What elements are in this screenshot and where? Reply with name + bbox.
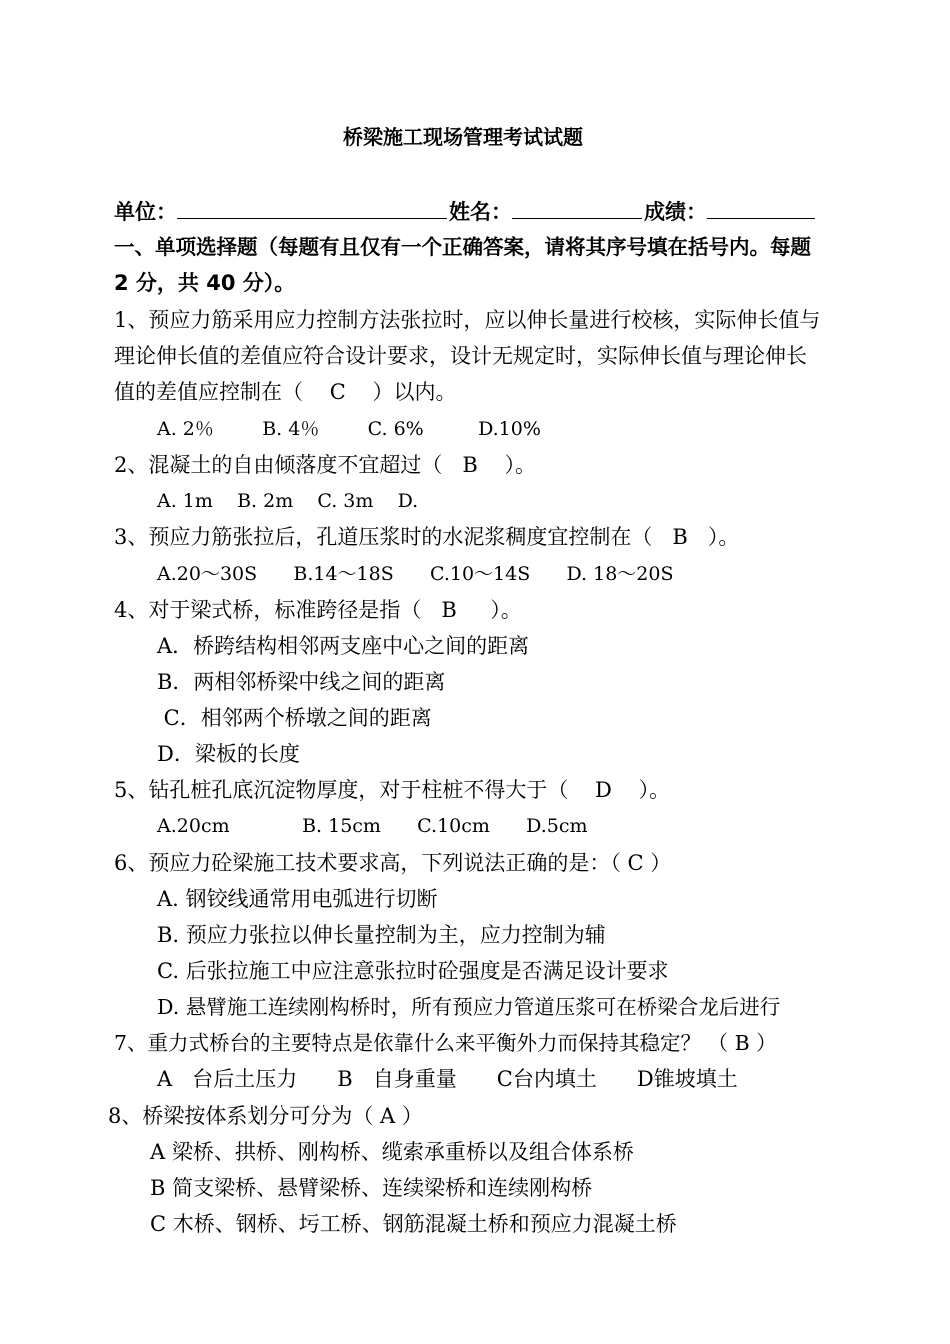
answer-option: D．梁板的长度 [157, 742, 300, 766]
question-text: 7、重力式桥台的主要特点是依靠什么来平衡外力而保持其稳定？ （ B ） [114, 1031, 777, 1055]
answer-option: C. 后张拉施工中应注意张拉时砼强度是否满足设计要求 [157, 959, 669, 983]
answer-options: A. 2％ B. 4％ C. 6% D.10% [157, 418, 541, 440]
answer-option: D. 悬臂施工连续刚构桥时，所有预应力管道压浆可在桥梁合龙后进行 [157, 995, 781, 1019]
answer-options: A. 1m B. 2m C. 3m D. [157, 490, 419, 512]
question-text: 1、预应力筋采用应力控制方法张拉时，应以伸长量进行校核，实际伸长值与 [114, 308, 821, 332]
name-label: 姓名： [449, 200, 512, 224]
answer-option: C．相邻两个桥墩之间的距离 [157, 706, 432, 730]
question-text: 2、混凝土的自由倾落度不宜超过（ B ）。 [114, 453, 537, 477]
answer-options: A 台后土压力 B 自身重量 C台内填土 D锥坡填土 [157, 1067, 738, 1091]
answer-options: A.20～30S B.14～18S C.10～14S D. 18～20S [157, 563, 674, 585]
name-blank [512, 198, 642, 219]
section-heading: 一、单项选择题（每题有且仅有一个正确答案，请将其序号填在括号内。每题 [114, 235, 811, 259]
info-row [114, 198, 817, 225]
score-blank [707, 198, 815, 219]
question-text: 4、对于梁式桥，标准跨径是指（ B ）。 [114, 598, 522, 622]
unit-label: 单位： [114, 200, 177, 224]
question-text: 5、钻孔桩孔底沉淀物厚度，对于柱桩不得大于（ D ）。 [114, 778, 671, 802]
answer-option: A．桥跨结构相邻两支座中心之间的距离 [157, 634, 530, 658]
page-title: 桥梁施工现场管理考试试题 [343, 125, 583, 149]
question-text: 8、桥梁按体系划分可分为（ A ） [108, 1104, 423, 1128]
question-text: 值的差值应控制在（ C ）以内。 [114, 380, 457, 404]
answer-option: B 简支梁桥、悬臂梁桥、连续梁桥和连续刚构桥 [150, 1176, 593, 1200]
answer-options: A.20cm B. 15cm C.10cm D.5cm [157, 815, 588, 837]
answer-option: B. 预应力张拉以伸长量控制为主，应力控制为辅 [157, 923, 606, 947]
question-text: 理论伸长值的差值应符合设计要求，设计无规定时，实际伸长值与理论伸长 [114, 344, 807, 368]
answer-option: B．两相邻桥梁中线之间的距离 [157, 670, 446, 694]
question-text: 3、预应力筋张拉后，孔道压浆时的水泥浆稠度宜控制在（ B ）。 [114, 525, 740, 549]
answer-option: A. 钢铰线通常用电弧进行切断 [157, 887, 438, 911]
answer-option: C 木桥、钢桥、圬工桥、钢筋混凝土桥和预应力混凝土桥 [150, 1212, 677, 1236]
unit-blank [177, 198, 447, 219]
question-text: 6、预应力砼梁施工技术要求高，下列说法正确的是：（ C ） [114, 851, 672, 875]
score-label: 成绩： [644, 200, 707, 224]
section-heading-cont: 2 分，共 40 分）。 [114, 271, 296, 295]
answer-option: A 梁桥、拱桥、刚构桥、缆索承重桥以及组合体系桥 [150, 1140, 634, 1164]
